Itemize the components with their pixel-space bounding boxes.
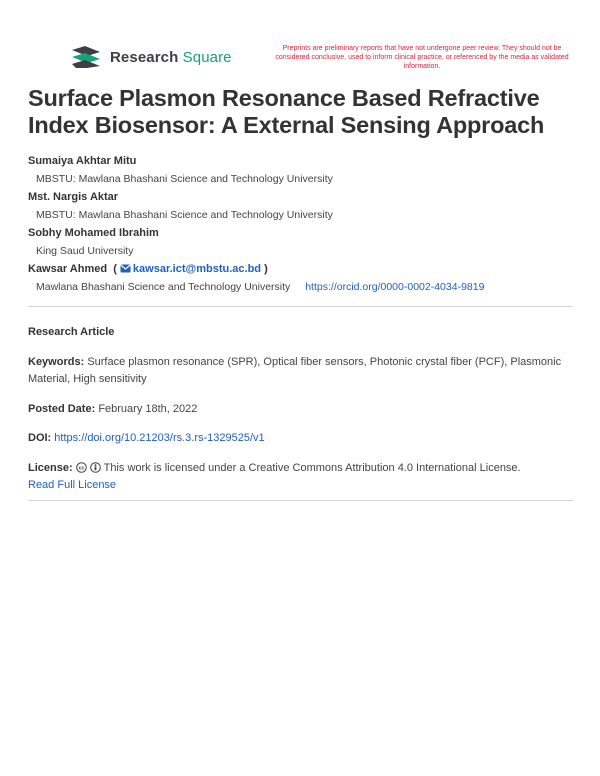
close-paren: ) xyxy=(264,263,268,275)
divider xyxy=(28,306,573,307)
attribution-icon xyxy=(90,462,101,473)
author-affiliation: Mawlana Bhashani Science and Technology University xyxy=(36,281,291,293)
author-name: Sumaiya Akhtar Mitu xyxy=(28,155,137,167)
posted-date-value: February 18th, 2022 xyxy=(98,403,198,415)
corresponding-author xyxy=(28,260,573,278)
keywords-value: Surface plasmon resonance (SPR), Optical fiber sensors, Photonic crystal fiber (PCF), Plasmonic Material, High sensitivity xyxy=(28,356,562,385)
doi-link[interactable]: https://doi.org/10.21203/rs.3.rs-1329525/v1 xyxy=(54,432,265,444)
header xyxy=(72,44,572,80)
author-name: Mst. Nargis Aktar xyxy=(28,191,119,203)
doi-section xyxy=(28,430,573,447)
orcid-link[interactable]: https://orcid.org/0000-0002-4034-9819 xyxy=(305,281,485,293)
author-affiliation-row xyxy=(28,278,573,296)
email-text: kawsar.ict@mbstu.ac.bd xyxy=(132,263,262,275)
author-affiliation: MBSTU: Mawlana Bhashani Science and Technology University xyxy=(36,209,333,221)
author-affiliation: King Saud University xyxy=(36,245,134,257)
svg-text:cc: cc xyxy=(78,465,84,472)
envelope-icon xyxy=(120,264,131,273)
paper-title: Surface Plasmon Resonance Based Refractive Index Biosensor: A External Sensing Approach xyxy=(28,85,545,138)
read-full-license-link[interactable]: Read Full License xyxy=(28,479,117,491)
posted-date-section xyxy=(28,401,573,418)
doi-label: DOI: xyxy=(28,432,52,444)
keywords-label: Keywords: xyxy=(28,356,85,368)
open-paren: ( xyxy=(113,263,117,275)
license-text: This work is licensed under a Creative Commons Attribution 4.0 International License. xyxy=(103,462,521,474)
logo-word-research: Research xyxy=(110,48,179,66)
author-name: Kawsar Ahmed xyxy=(28,263,108,275)
article-type: Research Article xyxy=(28,326,115,338)
divider xyxy=(28,500,573,501)
license-label: License: xyxy=(28,462,73,474)
keywords-section xyxy=(28,354,573,388)
research-square-logo[interactable] xyxy=(72,46,232,68)
cc-icon xyxy=(76,462,87,473)
license-section xyxy=(28,460,573,494)
author-list xyxy=(28,152,573,296)
logo-word-square: Square xyxy=(182,48,232,66)
author-name: Sobhy Mohamed Ibrahim xyxy=(28,227,159,239)
author-email-link[interactable] xyxy=(120,263,261,275)
posted-date-label: Posted Date: xyxy=(28,403,96,415)
research-square-logo-icon xyxy=(72,46,102,68)
preprint-notice: Preprints are preliminary reports that have not undergone peer review. They should not be considered conclusive, used to inform clinical practice, or referenced by the media as validated information. xyxy=(275,45,569,70)
author-affiliation: MBSTU: Mawlana Bhashani Science and Technology University xyxy=(36,173,333,185)
logo-wordmark xyxy=(110,49,232,66)
